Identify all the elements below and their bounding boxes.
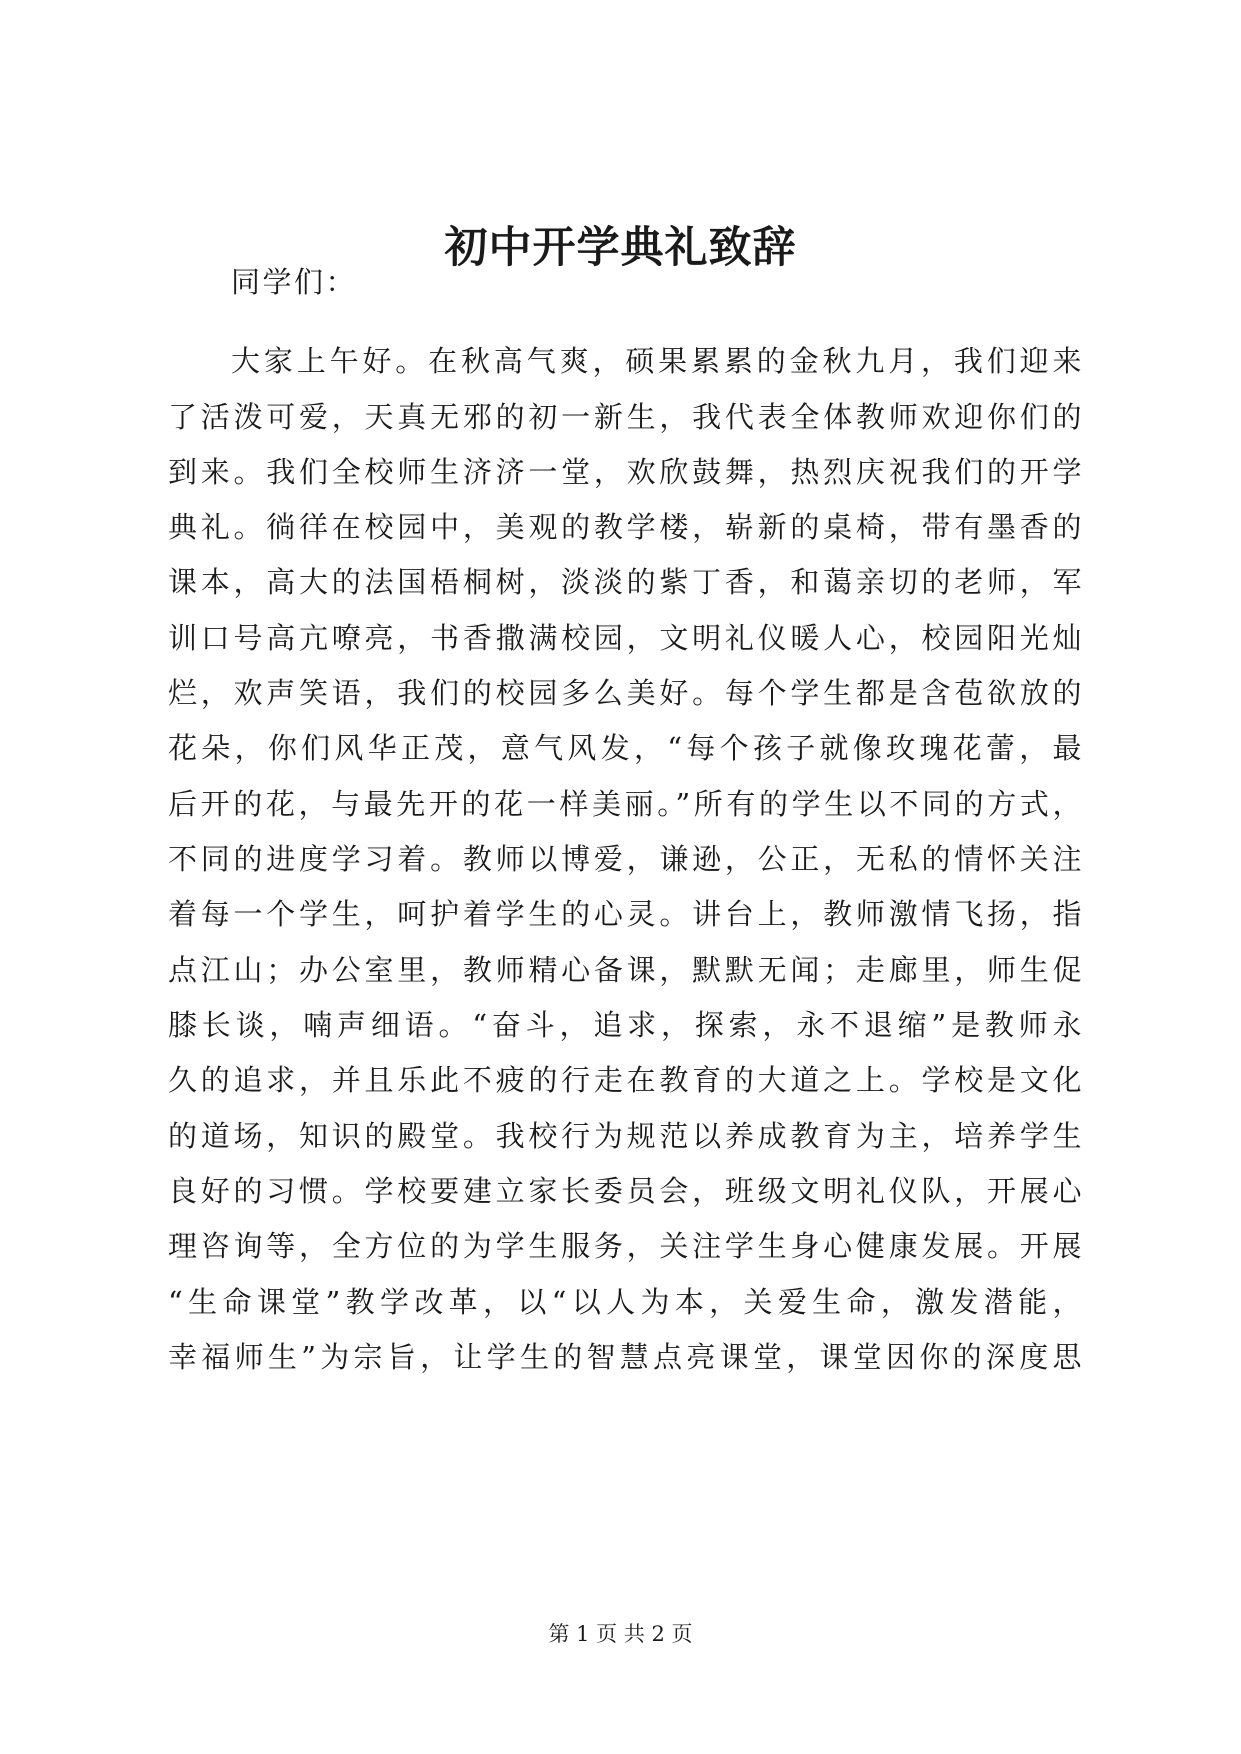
paragraph-line: 良好的习惯。学校要建立家长委员会，班级文明礼仪队，开展心 bbox=[168, 1174, 1084, 1208]
paragraph-line: “生命课堂”教学改革，以“以人为本，关爱生命，激发潜能， bbox=[168, 1285, 1084, 1319]
salutation: 同学们： bbox=[231, 265, 358, 299]
paragraph-line: 后开的花，与最先开的花一样美丽。”所有的学生以不同的方式， bbox=[168, 787, 1084, 821]
paragraph-line: 幸福师生”为宗旨，让学生的智慧点亮课堂，课堂因你的深度思 bbox=[168, 1340, 1084, 1374]
paragraph-line: 膝长谈，喃声细语。“奋斗，追求，探索，永不退缩”是教师永 bbox=[168, 1008, 1084, 1042]
paragraph-line: 久的追求，并且乐此不疲的行走在教育的大道之上。学校是文化 bbox=[168, 1063, 1084, 1097]
paragraph-line: 不同的进度学习着。教师以博爱，谦逊，公正，无私的情怀关注 bbox=[168, 842, 1084, 876]
paragraph-line: 点江山；办公室里，教师精心备课，默默无闻；走廊里，师生促 bbox=[168, 953, 1084, 987]
paragraph-line: 训口号高亢嘹亮，书香撒满校园，文明礼仪暖人心，校园阳光灿 bbox=[168, 621, 1084, 655]
paragraph-line: 了活泼可爱，天真无邪的初一新生，我代表全体教师欢迎你们的 bbox=[168, 400, 1084, 434]
paragraph-line: 典礼。徜徉在校园中，美观的教学楼，崭新的桌椅，带有墨香的 bbox=[168, 510, 1084, 544]
paragraph-line: 着每一个学生，呵护着学生的心灵。讲台上，教师激情飞扬，指 bbox=[168, 897, 1084, 931]
paragraph-line: 烂，欢声笑语，我们的校园多么美好。每个学生都是含苞欲放的 bbox=[168, 676, 1084, 710]
paragraph-line: 的道场，知识的殿堂。我校行为规范以养成教育为主，培养学生 bbox=[168, 1119, 1084, 1153]
paragraph-line: 大家上午好。在秋高气爽，硕果累累的金秋九月，我们迎来 bbox=[231, 344, 1084, 378]
document-title: 初中开学典礼致辞 bbox=[444, 223, 797, 273]
paragraph-line: 理咨询等，全方位的为学生服务，关注学生身心健康发展。开展 bbox=[168, 1229, 1084, 1263]
page-footer: 第 1 页 共 2 页 bbox=[548, 1622, 693, 1646]
paragraph-line: 到来。我们全校师生济济一堂，欢欣鼓舞，热烈庆祝我们的开学 bbox=[168, 455, 1084, 489]
paragraph-line: 课本，高大的法国梧桐树，淡淡的紫丁香，和蔼亲切的老师，军 bbox=[168, 565, 1084, 599]
paragraph-line: 花朵，你们风华正茂，意气风发，“每个孩子就像玫瑰花蕾，最 bbox=[168, 731, 1084, 765]
